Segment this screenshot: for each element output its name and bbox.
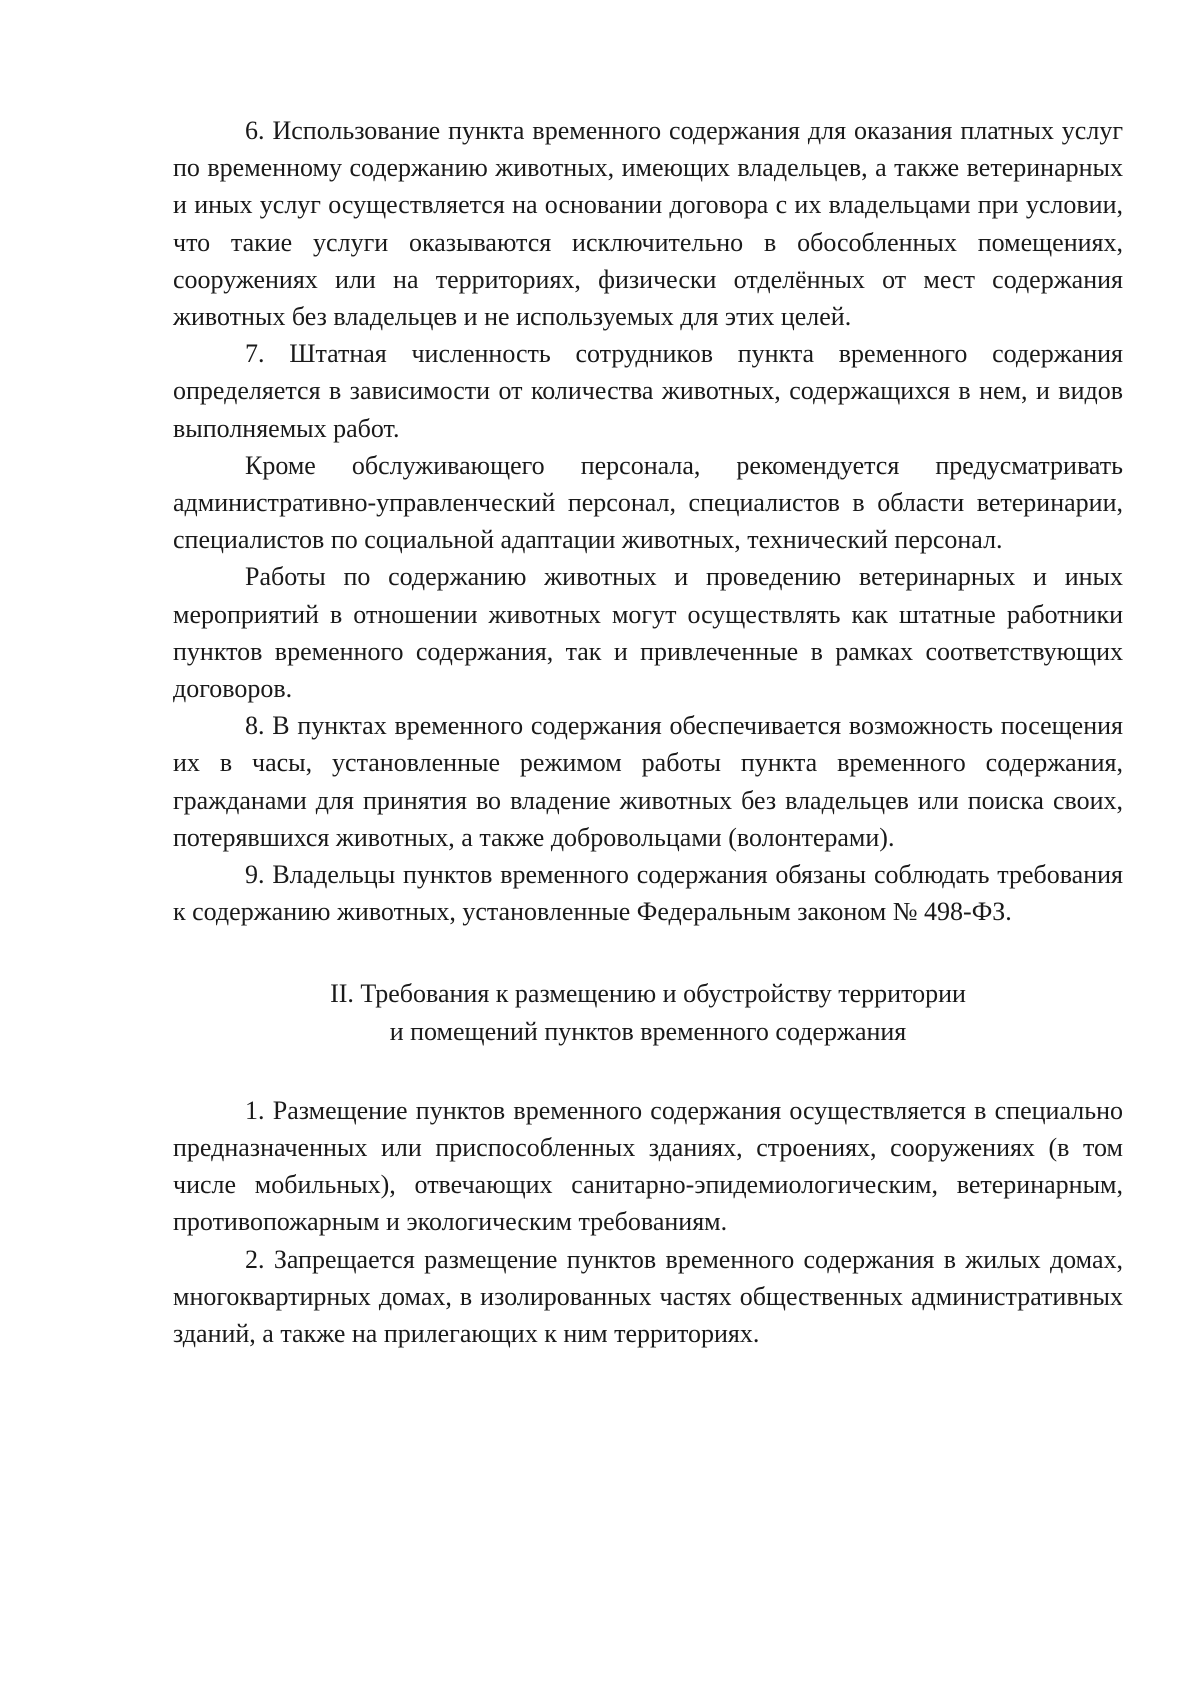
paragraph-section2-item-1: 1. Размещение пунктов временного содержания осуществляется в специально предназначенных или приспособленных зданиях, строениях, сооружениях (в том числе мобильных), отвечающих санитарно-эпидемиологическим, ветеринарным, противопожарным и экологическим требованиям. (173, 1095, 1123, 1237)
section-heading (173, 975, 1123, 1049)
section-heading-line-1: II. Требования к размещению и обустройству территории (330, 979, 966, 1009)
paragraph-item-9: 9. Владельцы пунктов временного содержания обязаны соблюдать требования к содержанию животных, установленные Федеральным законом № 498-ФЗ. (173, 860, 1123, 927)
paragraph-item-8: 8. В пунктах временного содержания обеспечивается возможность посещения их в часы, установленные режимом работы пункта временного содержания, гражданами для принятия во владение животных без владельцев или поиска своих, потерявшихся животных, а также добровольцами (волонтерами). (173, 711, 1123, 852)
paragraph-work-performers: Работы по содержанию животных и проведению ветеринарных и иных мероприятий в отношении животных могут осуществлять как штатные работники пунктов временного содержания, так и привлеченные в рамках соответствующих договоров. (173, 562, 1123, 704)
paragraph-item-7: 7. Штатная численность сотрудников пункта временного содержания определяется в зависимости от количества животных, содержащихся в нем, и видов выполняемых работ. (173, 339, 1123, 443)
section-heading-line-2: и помещений пунктов временного содержания (389, 1016, 907, 1046)
document-body (173, 112, 1123, 1352)
paragraph-staff-composition: Кроме обслуживающего персонала, рекомендуется предусматривать административно-управленческий персонал, специалистов в области ветеринарии, специалистов по социальной адаптации животных, технический персонал. (173, 450, 1123, 555)
paragraph-item-6: 6. Использование пункта временного содержания для оказания платных услуг по временному содержанию животных, имеющих владельцев, а также ветеринарных и иных услуг осуществляется на основании договора с их владельцами при условии, что такие услуги оказываются исключительно в обособленных помещениях, сооружениях или на территориях, физически отделённых от мест содержания животных без владельцев и не используемых для этих целей. (173, 116, 1123, 332)
paragraph-section2-item-2: 2. Запрещается размещение пунктов временного содержания в жилых домах, многоквартирных домах, в изолированных частях общественных административных зданий, а также на прилегающих к ним территориях. (173, 1244, 1123, 1349)
